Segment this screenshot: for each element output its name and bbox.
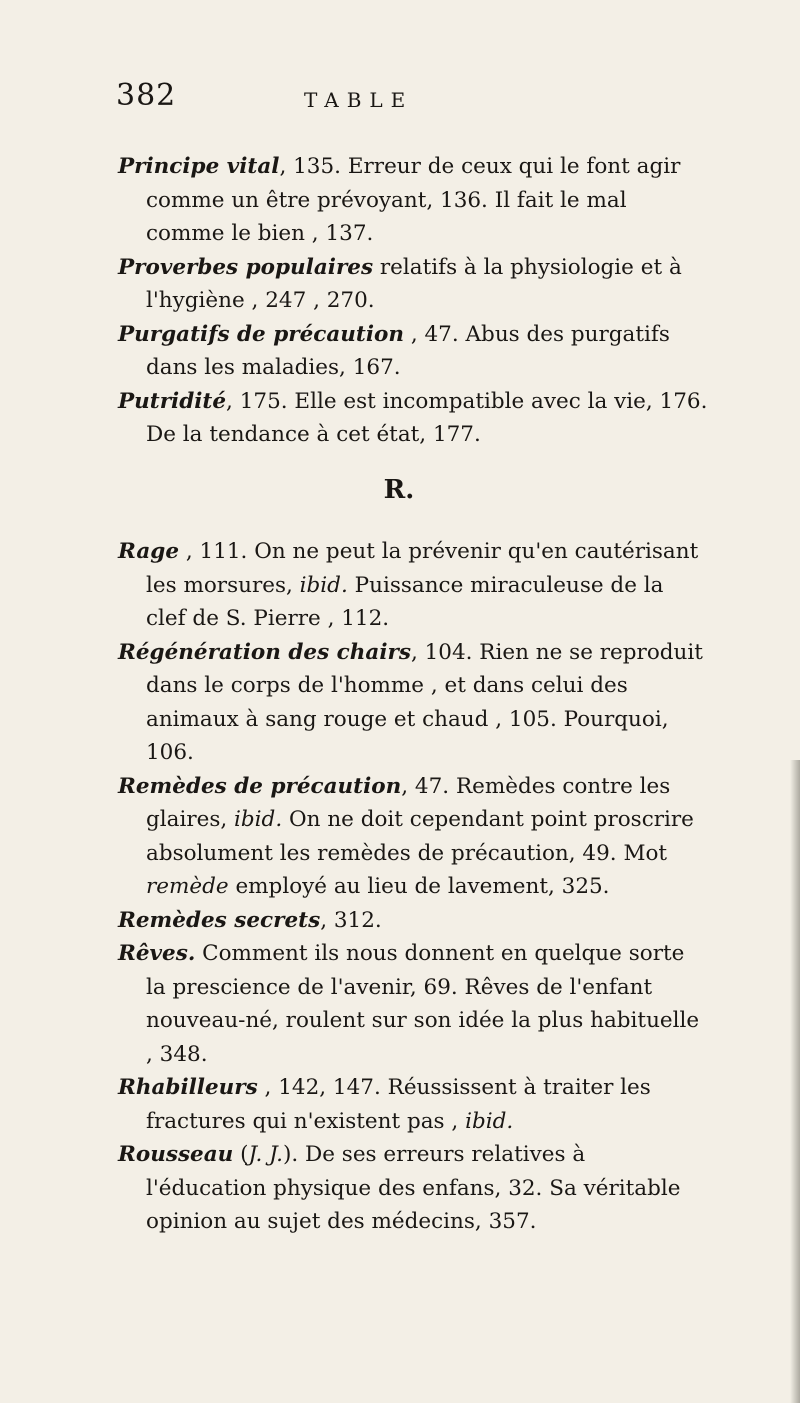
entry-italic: remède bbox=[146, 874, 229, 899]
entry-term: Rage bbox=[118, 539, 180, 564]
index-entry bbox=[118, 251, 708, 318]
index-entry bbox=[118, 535, 708, 636]
running-title: TABLE bbox=[304, 88, 414, 112]
entry-text: On ne doit cependant point proscrire absolument les remèdes de précaution, 49. Mot bbox=[146, 807, 694, 866]
index-entry bbox=[118, 904, 708, 938]
entry-term: Rêves. bbox=[118, 941, 196, 966]
entry-term: Rhabilleurs bbox=[118, 1075, 258, 1100]
page-number: 382 bbox=[116, 78, 177, 113]
entry-text: Comment ils nous donnent en quelque sorte la prescience de l'avenir, 69. Rêves de l'enfant nouveau-né, roulent sur son idée la plus habituelle , 348. bbox=[146, 941, 700, 1067]
page-header bbox=[116, 78, 676, 124]
entry-term: Remèdes de précaution bbox=[118, 773, 402, 799]
index-entry bbox=[118, 1071, 708, 1138]
entry-text: Puissance miraculeuse de la clef de S. Pierre , 112. bbox=[146, 572, 664, 631]
entry-text: , 47. Abus des purgatifs dans les maladies, 167. bbox=[146, 321, 670, 380]
index-entry bbox=[118, 937, 708, 1071]
index-entry bbox=[118, 150, 708, 251]
entry-italic: J. J. bbox=[248, 1142, 283, 1167]
entry-text: , 111. On ne peut la prévenir qu'en cautérisant les morsures, bbox=[146, 539, 699, 598]
entry-text: , 142, 147. Réussissent à traiter les fractures qui n'existent pas , bbox=[146, 1075, 651, 1134]
index-content bbox=[118, 150, 708, 1239]
index-entry bbox=[118, 1138, 708, 1239]
index-entry bbox=[118, 318, 708, 385]
entry-term: Principe vital bbox=[118, 154, 280, 179]
entry-text: , 135. Erreur de ceux qui le font agir comme un être prévoyant, 136. Il fait le mal comme le bien , 137. bbox=[146, 154, 681, 246]
entry-text: , 47. Remèdes contre les glaires, bbox=[146, 773, 671, 832]
entry-italic: ibid. bbox=[299, 572, 348, 598]
entry-term: Putridité bbox=[118, 388, 227, 414]
entry-italic: ibid. bbox=[234, 807, 283, 832]
entry-term: Remèdes secrets bbox=[118, 907, 321, 933]
index-entry bbox=[118, 636, 708, 770]
section-letter: R. bbox=[383, 474, 415, 505]
entry-text: ( bbox=[233, 1142, 249, 1167]
entry-text: , 312. bbox=[320, 907, 382, 933]
entry-italic: ibid. bbox=[465, 1108, 514, 1134]
entry-term: Purgatifs de précaution bbox=[118, 321, 404, 347]
entry-text: employé au lieu de lavement, 325. bbox=[228, 874, 610, 899]
entry-text: , 104. Rien ne se reproduit dans le corps de l'homme , et dans celui des animaux à sang rouge et chaud , 105. Pourquoi, 106. bbox=[146, 639, 703, 765]
entry-term: Proverbes populaires bbox=[118, 254, 374, 280]
index-entry bbox=[118, 770, 708, 904]
page-edge-shadow bbox=[790, 760, 800, 1403]
entry-term: Régénération des chairs bbox=[118, 639, 411, 665]
index-entry bbox=[118, 385, 708, 452]
entry-term: Rousseau bbox=[118, 1142, 234, 1167]
entry-text: , 175. Elle est incompatible avec la vie, 176. De la tendance à cet état, 177. bbox=[146, 388, 708, 447]
entry-text: ). De ses erreurs relatives à l'éducation physique des enfans, 32. Sa véritable opinion au sujet des médecins, 357. bbox=[146, 1142, 681, 1234]
entry-text: relatifs à la physiologie et à l'hygiène , 247 , 270. bbox=[146, 254, 682, 313]
